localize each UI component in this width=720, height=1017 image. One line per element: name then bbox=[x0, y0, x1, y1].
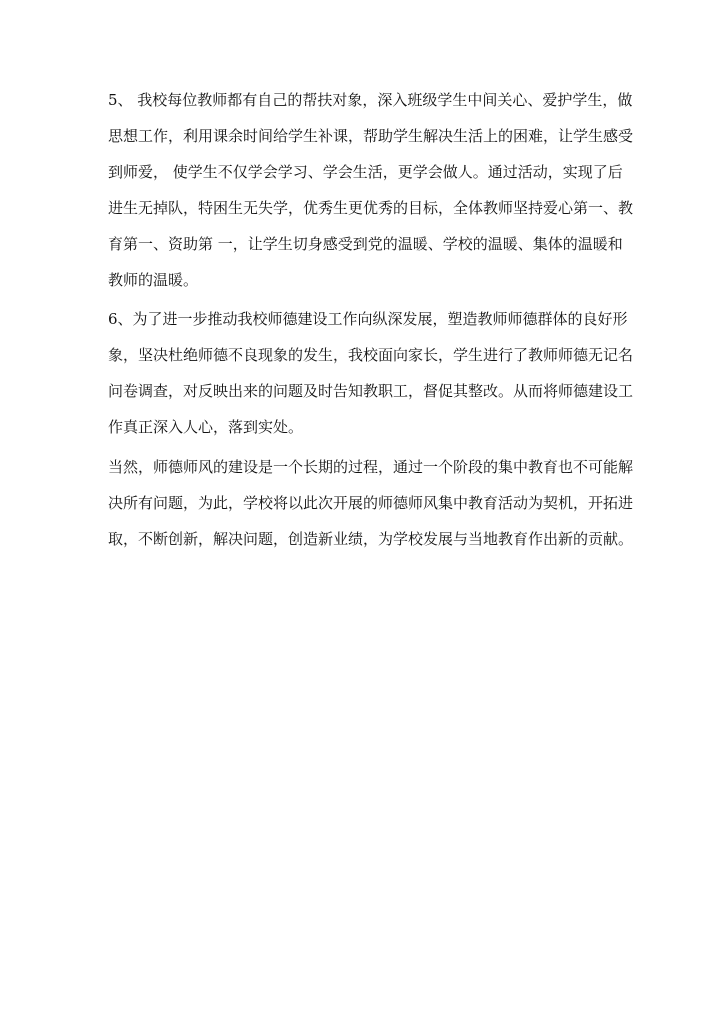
text-line: 教师的温暖。 bbox=[108, 271, 199, 289]
text-line: 到师爱， 使学生不仅学会学习、学会生活，更学会做人。通过活动，实现了后 bbox=[108, 163, 623, 181]
text-line: 6、为了进一步推动我校师德建设工作向纵深发展，塑造教师师德群体的良好形 bbox=[108, 310, 628, 328]
text-line: 作真正深入人心，落到实处。 bbox=[108, 418, 304, 436]
text-line: 问卷调查，对反映出来的问题及时告知教职工，督促其整改。从而将师德建设工 bbox=[108, 382, 634, 400]
text-line: 决所有问题，为此，学校将以此次开展的师德师风集中教育活动为契机，开拓进 bbox=[108, 494, 634, 512]
text-line: 5、 我校每位教师都有自己的帮扶对象，深入班级学生中间关心、爱护学生，做 bbox=[108, 91, 633, 109]
text-line: 取，不断创新，解决问题，创造新业绩，为学校发展与当地教育作出新的贡献。 bbox=[108, 530, 634, 548]
text-line: 育第一、资助第 一，让学生切身感受到党的温暖、学校的温暖、集体的温暖和 bbox=[108, 235, 623, 253]
text-line: 当然，师德师风的建设是一个长期的过程，通过一个阶段的集中教育也不可能解 bbox=[108, 458, 634, 476]
text-line: 进生无掉队，特困生无失学，优秀生更优秀的目标，全体教师坚持爱心第一、教 bbox=[108, 199, 634, 217]
text-line: 思想工作，利用课余时间给学生补课，帮助学生解决生活上的困难，让学生感受 bbox=[108, 127, 634, 145]
text-line: 象，坚决杜绝师德不良现象的发生，我校面向家长，学生进行了教师师德无记名 bbox=[108, 346, 634, 364]
